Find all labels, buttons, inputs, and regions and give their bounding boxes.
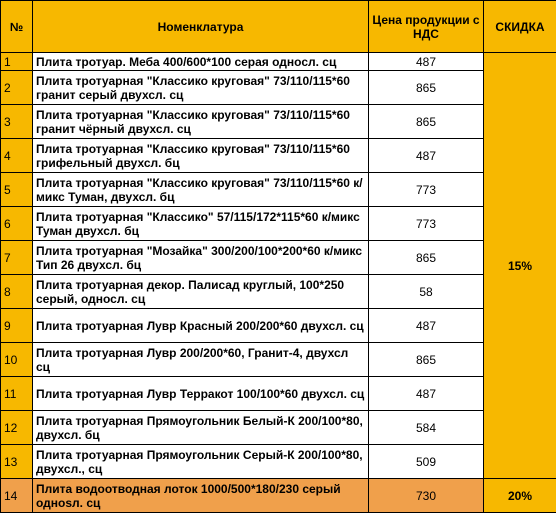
discount-cell-row14: 20% bbox=[484, 479, 556, 513]
row-name: Плита тротуарная "Классико круговая" 73/110/115*60 к/микс Туман, двухсл. бц bbox=[33, 173, 369, 207]
row-price: 58 bbox=[369, 275, 484, 309]
row-price: 487 bbox=[369, 377, 484, 411]
row-number: 6 bbox=[1, 207, 33, 241]
row-name: Плита тротуарная Лувр 200/200*60, Гранит-4, двухсл сц bbox=[33, 343, 369, 377]
row-name: Плита тротуарная Лувр Красный 200/200*60 двухсл. сц bbox=[33, 309, 369, 343]
table-row-highlighted bbox=[1, 479, 556, 513]
row-name: Плита тротуарная Прямоугольник Белый-К 200/100*80, двухсл. бц bbox=[33, 411, 369, 445]
table-row bbox=[1, 309, 556, 343]
row-price: 584 bbox=[369, 411, 484, 445]
row-number: 1 bbox=[1, 53, 33, 71]
table-row bbox=[1, 377, 556, 411]
row-name: Плита тротуарная Прямоугольник Серый-К 200/100*80, двухсл., сц bbox=[33, 445, 369, 479]
header-name: Номенклатура bbox=[33, 1, 369, 53]
row-name: Плита тротуарная декор. Палисад круглый, 100*250 серый, односл. сц bbox=[33, 275, 369, 309]
row-price: 487 bbox=[369, 53, 484, 71]
table-row bbox=[1, 173, 556, 207]
row-price: 487 bbox=[369, 139, 484, 173]
discount-cell-group: 15% bbox=[484, 53, 556, 479]
table-row bbox=[1, 53, 556, 71]
table-row bbox=[1, 241, 556, 275]
row-number: 2 bbox=[1, 71, 33, 105]
table-row bbox=[1, 207, 556, 241]
row-number: 4 bbox=[1, 139, 33, 173]
row-name: Плита тротуарная "Мозайка" 300/200/100*200*60 к/микс Тип 26 двухсл. бц bbox=[33, 241, 369, 275]
row-number: 8 bbox=[1, 275, 33, 309]
row-price: 865 bbox=[369, 105, 484, 139]
table-row bbox=[1, 445, 556, 479]
row-number: 9 bbox=[1, 309, 33, 343]
header-row bbox=[1, 1, 556, 53]
row-name: Плита тротуарная "Классико" 57/115/172*115*60 к/микс Туман двухсл. бц bbox=[33, 207, 369, 241]
row-number: 13 bbox=[1, 445, 33, 479]
row-name: Плита тротуарная Лувр Терракот 100/100*60 двухсл. сц bbox=[33, 377, 369, 411]
row-number: 14 bbox=[1, 479, 33, 513]
row-name: Плита тротуарная "Классико круговая" 73/110/115*60 гранит чёрный двухсл. сц bbox=[33, 105, 369, 139]
row-price: 865 bbox=[369, 71, 484, 105]
row-number: 10 bbox=[1, 343, 33, 377]
row-number: 12 bbox=[1, 411, 33, 445]
row-price: 773 bbox=[369, 173, 484, 207]
table-row bbox=[1, 71, 556, 105]
row-price: 730 bbox=[369, 479, 484, 513]
row-price: 509 bbox=[369, 445, 484, 479]
row-price: 865 bbox=[369, 241, 484, 275]
row-name: Плита водоотводная лоток 1000/500*180/230 серый однosл. сц bbox=[33, 479, 369, 513]
row-price: 773 bbox=[369, 207, 484, 241]
row-price: 487 bbox=[369, 309, 484, 343]
header-num: № bbox=[1, 1, 33, 53]
table-row bbox=[1, 411, 556, 445]
row-name: Плита тротуарная "Классико круговая" 73/110/115*60 гранит серый двухсл. сц bbox=[33, 71, 369, 105]
row-name: Плита тротуарная "Классико круговая" 73/110/115*60 грифельный двухсл. бц bbox=[33, 139, 369, 173]
header-discount: СКИДКА bbox=[484, 1, 556, 53]
table-row bbox=[1, 343, 556, 377]
row-price: 865 bbox=[369, 343, 484, 377]
table-row bbox=[1, 139, 556, 173]
row-number: 5 bbox=[1, 173, 33, 207]
row-number: 11 bbox=[1, 377, 33, 411]
row-number: 7 bbox=[1, 241, 33, 275]
header-price: Цена продукции с НДС bbox=[369, 1, 484, 53]
row-name: Плита тротуар. Меба 400/600*100 серая односл. сц bbox=[33, 53, 369, 71]
table-row bbox=[1, 275, 556, 309]
table-row bbox=[1, 105, 556, 139]
row-number: 3 bbox=[1, 105, 33, 139]
